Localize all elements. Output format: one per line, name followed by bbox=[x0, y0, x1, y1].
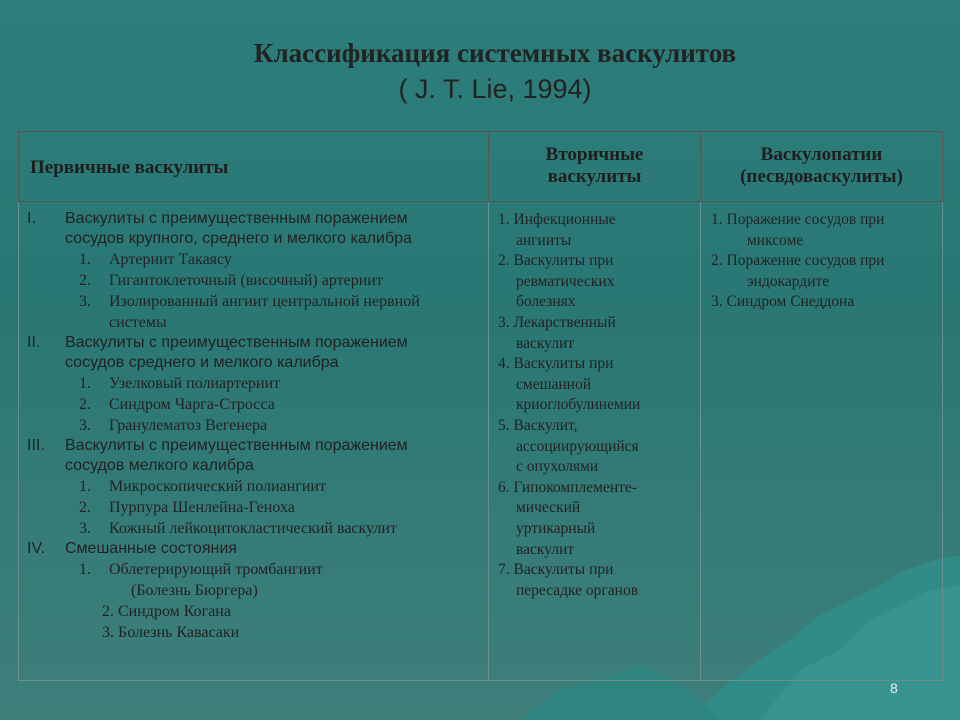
list-item-continuation: васкулит bbox=[516, 540, 575, 558]
list-item-continuation: уртикарный bbox=[516, 519, 596, 537]
classification-table bbox=[18, 131, 943, 681]
slide-subtitle: ( J. T. Lie, 1994) bbox=[398, 74, 592, 104]
header-secondary bbox=[489, 132, 701, 202]
header-secondary-label: Вторичные васкулиты bbox=[545, 144, 644, 187]
list-item-continuation: пересадке органов bbox=[516, 581, 639, 599]
list-item: 3. Кожный лейкоцитокластический васкулит bbox=[79, 520, 397, 537]
header-primary bbox=[19, 132, 489, 202]
list-item: 4. Васкулиты при bbox=[498, 355, 614, 373]
list-item: 2. Пурпура Шенлейна-Геноха bbox=[79, 499, 295, 516]
header-pseudo-label: Васкулопатии (песвдоваскулиты) bbox=[740, 144, 903, 187]
list-item: 2. Васкулиты при bbox=[498, 252, 614, 270]
primary-section: II. Васкулиты с преимущественным поражением сосудов среднего и мелкого калибра bbox=[27, 334, 408, 371]
pseudo-list bbox=[701, 202, 942, 313]
list-item-continuation: (Болезнь Бюргера) bbox=[131, 582, 258, 599]
primary-section: IV. Смешанные состояния bbox=[27, 540, 237, 557]
list-item-continuation: криоглобулинемии bbox=[516, 396, 641, 414]
primary-cell bbox=[19, 202, 489, 681]
list-item-continuation: васкулит bbox=[516, 334, 575, 352]
list-item: 3. Лекарственный bbox=[498, 313, 616, 331]
header-pseudo bbox=[701, 132, 943, 202]
list-item-continuation: мический bbox=[516, 499, 581, 517]
list-item: 3. Изолированный ангиит центральной нервной системы bbox=[79, 293, 420, 331]
list-item-continuation: смешанной bbox=[516, 375, 592, 393]
list-item: 1. Поражение сосудов при bbox=[711, 211, 885, 228]
list-item: 2. Поражение сосудов при bbox=[711, 252, 885, 270]
list-item: 1. Узелковый полиартериит bbox=[79, 375, 281, 392]
list-item: 3. Гранулематоз Вегенера bbox=[79, 417, 268, 434]
list-item: 3. Синдром Снеддона bbox=[711, 293, 855, 311]
list-item: 6. Гипокомплементе- bbox=[498, 478, 637, 496]
list-item: 2. Гигантоклеточный (височный) артериит bbox=[79, 272, 383, 289]
list-item: 2. Синдром Чарга-Стросса bbox=[79, 396, 275, 413]
list-item: 2. Синдром Когана bbox=[102, 603, 231, 620]
list-item-continuation: ангииты bbox=[516, 231, 572, 249]
list-item: 1. Микроскопический полиангиит bbox=[79, 478, 326, 495]
page-number: 8 bbox=[890, 680, 898, 696]
primary-section: I. Васкулиты с преимущественным поражением сосудов крупного, среднего и мелкого калибра bbox=[27, 210, 412, 247]
list-item-continuation: эндокардите bbox=[747, 272, 830, 290]
list-item: 1. Артериит Такаясу bbox=[79, 251, 232, 268]
list-item-continuation: с опухолями bbox=[516, 458, 599, 476]
list-item: 7. Васкулиты при bbox=[498, 561, 614, 579]
slide-title: Классификация системных васкулитов bbox=[253, 38, 737, 68]
header-primary-label: Первичные васкулиты bbox=[30, 157, 229, 178]
list-item-continuation: ревматических bbox=[516, 272, 615, 290]
pseudo-cell bbox=[701, 202, 943, 681]
list-item: 3. Болезнь Кавасаки bbox=[102, 624, 240, 641]
list-item-continuation: болезнях bbox=[516, 293, 576, 311]
list-item-continuation: ассоциирующийся bbox=[516, 437, 639, 455]
list-item: 1. Инфекционные bbox=[498, 211, 616, 228]
list-item: 5. Васкулит, bbox=[498, 416, 578, 434]
secondary-cell bbox=[489, 202, 701, 681]
primary-section: III. Васкулиты с преимущественным поражением сосудов мелкого калибра bbox=[27, 437, 408, 474]
secondary-list bbox=[489, 202, 700, 601]
list-item-continuation: миксоме bbox=[747, 231, 804, 249]
list-item: 1. Облетерирующий тромбангиит bbox=[79, 561, 323, 578]
